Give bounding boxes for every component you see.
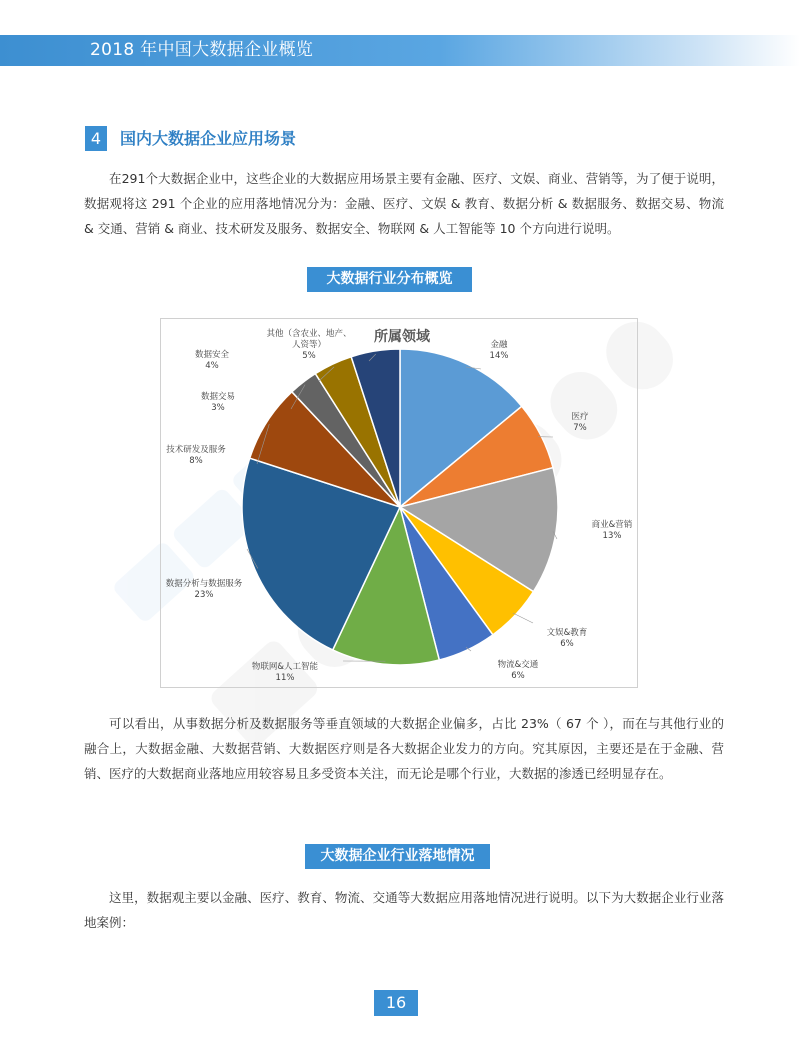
section-title: 国内大数据企业应用场景 (120, 129, 297, 148)
intro-paragraph: 在291个大数据企业中，这些企业的大数据应用场景主要有金融、医疗、文娱、商业、营销等，为了便于说明，数据观将这 291 个企业的应用落地情况分为：金融、医疗、文娱 & 教育、数据分析 & 数据服务、数据交易、物流 & 交通、营销 & 商业、技术研发及服务、数据安全、物联网 & 人工智能等 10 个方向进行说明。 (84, 171, 724, 236)
leader-line (513, 613, 533, 623)
slice-percent: 14% (489, 351, 509, 361)
landing-paragraph: 这里，数据观主要以金融、医疗、教育、物流、交通等大数据应用落地情况进行说明。以下为大数据企业行业落地案例： (84, 890, 724, 930)
slice-label: 文娱&教育 6% (546, 628, 588, 649)
slice-label: 数据交易 3% (200, 392, 236, 413)
section-number: 4 (85, 126, 107, 151)
slice-percent: 5% (302, 351, 316, 361)
slice-percent: 8% (189, 456, 203, 466)
slice-label: 物联网&人工智能 11% (251, 662, 319, 683)
slice-percent: 23% (194, 590, 214, 600)
slice-label: 商业&营销 13% (591, 520, 633, 541)
page-header-title: 2018 年中国大数据企业概览 (90, 40, 314, 60)
pie-chart (160, 318, 638, 688)
slice-label: 其他（含农业、地产、人资等） 5% (266, 329, 352, 361)
pie-chart-svg (161, 319, 637, 687)
slice-label: 金融 14% (489, 340, 509, 361)
slice-percent: 3% (211, 403, 225, 413)
slice-percent: 4% (205, 361, 219, 371)
chart-title: 所属领域 (374, 329, 430, 345)
chart-section-label: 大数据行业分布概览 (307, 267, 472, 292)
slice-percent: 6% (560, 639, 574, 649)
slice-label: 数据安全 4% (194, 350, 230, 371)
slice-label: 技术研发及服务 8% (166, 445, 226, 466)
slice-label: 数据分析与数据服务 23% (165, 579, 243, 600)
analysis-paragraph: 可以看出，从事数据分析及数据服务等垂直领域的大数据企业偏多，占比 23%（ 67 个 ），而在与其他行业的融合上，大数据金融、大数据营销、大数据医疗则是各大数据企业发力的方向。究其原因，主要还是在于金融、营销、医疗的大数据商业落地应用较容易且多受资本关注，而无论是哪个行业，大数据的渗透已经明显存在。 (84, 716, 724, 781)
page-number: 16 (374, 990, 418, 1016)
slice-percent: 6% (511, 671, 525, 681)
slice-percent: 11% (275, 673, 295, 683)
slice-label: 物流&交通 6% (497, 660, 539, 681)
slice-label: 医疗 7% (571, 412, 589, 433)
slice-percent: 7% (573, 423, 587, 433)
landing-section-label: 大数据企业行业落地情况 (305, 844, 490, 869)
slice-percent: 13% (602, 531, 622, 541)
